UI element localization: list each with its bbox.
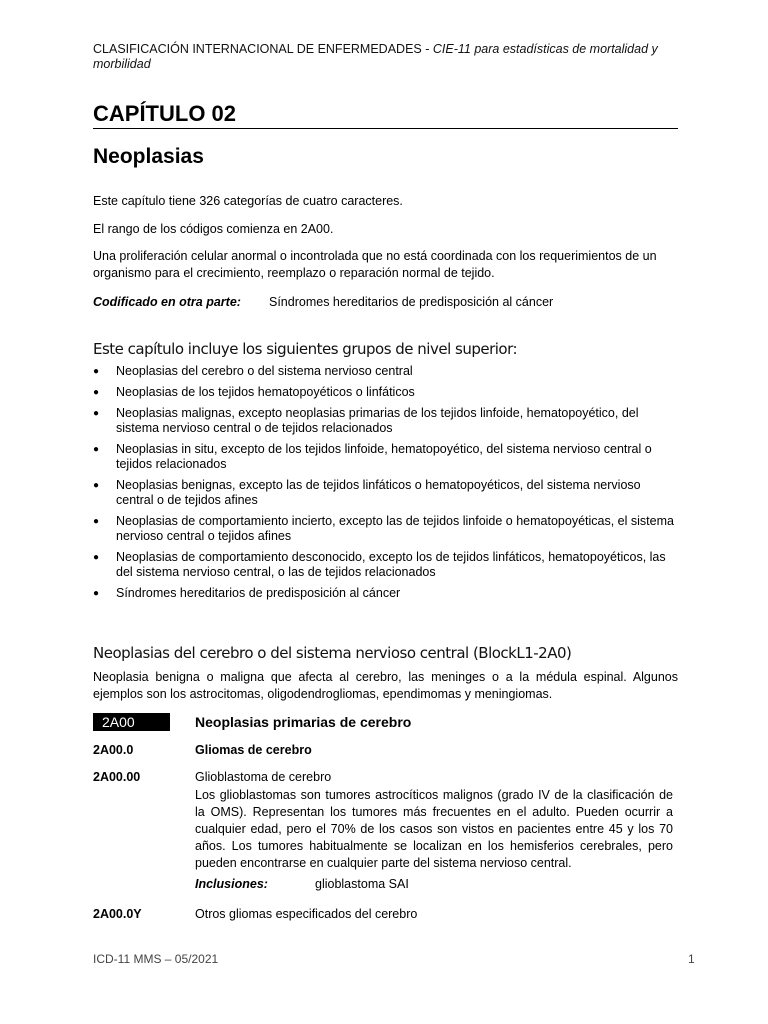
block-description: Neoplasia benigna o maligna que afecta al cerebro, las meninges o a la médula espinal. Algunos ejemplos son los astrocitomas, oligodendrogliomas, ependimomas y meningiomas. bbox=[93, 670, 678, 701]
code-2a00-0: 2A00.0 bbox=[93, 743, 134, 757]
list-item bbox=[93, 514, 678, 544]
list-item bbox=[93, 550, 678, 580]
intro-paragraph-1: Este capítulo tiene 326 categorías de cuatro caracteres. bbox=[93, 194, 403, 208]
running-header bbox=[93, 42, 683, 72]
footer-version: ICD-11 MMS – 05/2021 bbox=[93, 952, 219, 966]
bullet-icon: ● bbox=[93, 480, 100, 491]
group-link[interactable]: Neoplasias de comportamiento desconocido, excepto los de tejidos linfáticos, hematopoyéticos, las del sistema nervioso central, o las de tejidos relacionados bbox=[116, 550, 666, 579]
code-2a00-0y-title: Otros gliomas especificados del cerebro bbox=[195, 907, 418, 921]
group-link[interactable]: Neoplasias benignas, excepto las de tejidos linfáticos o hematopoyéticos, del sistema nervioso central o de tejidos afines bbox=[116, 478, 641, 507]
block-heading: Neoplasias del cerebro o del sistema nervioso central (BlockL1‑2A0) bbox=[93, 644, 572, 662]
code-2a00-00: 2A00.00 bbox=[93, 770, 141, 784]
list-item bbox=[93, 586, 678, 601]
bullet-icon: ● bbox=[93, 444, 100, 455]
running-header-italic: CIE-11 para estadísticas de mortalidad y morbilidad bbox=[93, 42, 658, 71]
inclusions-value: glioblastoma SAI bbox=[315, 877, 409, 891]
code-badge: 2A00 bbox=[93, 713, 170, 731]
bullet-icon: ● bbox=[93, 366, 100, 377]
chapter-title: CAPÍTULO 02 bbox=[93, 101, 237, 126]
coded-elsewhere-label: Codificado en otra parte: bbox=[93, 295, 241, 309]
code-2a00-0y: 2A00.0Y bbox=[93, 907, 142, 921]
list-item bbox=[93, 364, 678, 379]
intro-paragraph-3: Una proliferación celular anormal o incontrolada que no está coordinada con los requerimientos de un organismo para el crecimiento, reemplazo o reparación normal de tejido. bbox=[93, 249, 657, 280]
group-link[interactable]: Neoplasias malignas, excepto neoplasias primarias de los tejidos linfoide, hematopoyético, del sistema nervioso central o de tejidos relacionados bbox=[116, 406, 639, 435]
code-2a00-00-title: Glioblastoma de cerebro bbox=[195, 770, 332, 784]
list-item bbox=[93, 385, 678, 400]
page-number: 1 bbox=[688, 952, 695, 966]
groups-list bbox=[93, 364, 678, 607]
list-item bbox=[93, 442, 678, 472]
chapter-name: Neoplasias bbox=[93, 145, 204, 168]
list-item bbox=[93, 478, 678, 508]
group-link[interactable]: Neoplasias del cerebro o del sistema nervioso central bbox=[116, 364, 413, 378]
coded-elsewhere bbox=[93, 294, 553, 311]
inclusions-label: Inclusiones: bbox=[195, 877, 268, 891]
group-link[interactable]: Neoplasias in situ, excepto de los tejidos linfoide, hematopoyético, del sistema nervioso central o tejidos relacionados bbox=[116, 442, 652, 471]
bullet-icon: ● bbox=[93, 408, 100, 419]
code-2a00-00-description: Los glioblastomas son tumores astrocíticos malignos (grado IV de la clasificación de la OMS). Representan los tumores más frecuentes en el adulto. Pueden ocurrir a cualquier edad, pero el 70% de los casos son vistos en pacientes entre 45 y los 70 años. Los tumores habitualmente se localizan en los hemisferios cerebrales, pero pueden encontrarse en cualquier parte del sistema nervioso central. bbox=[195, 788, 673, 870]
bullet-icon: ● bbox=[93, 552, 100, 563]
group-link[interactable]: Neoplasias de los tejidos hematopoyéticos o linfáticos bbox=[116, 385, 415, 399]
inclusions bbox=[195, 876, 409, 893]
running-header-text: CLASIFICACIÓN INTERNACIONAL DE ENFERMEDADES - bbox=[93, 42, 433, 56]
bullet-icon: ● bbox=[93, 588, 100, 599]
bullet-icon: ● bbox=[93, 387, 100, 398]
code-title: Neoplasias primarias de cerebro bbox=[195, 714, 412, 730]
group-link[interactable]: Síndromes hereditarios de predisposición al cáncer bbox=[116, 586, 401, 600]
list-item bbox=[93, 406, 678, 436]
intro-paragraph-2: El rango de los códigos comienza en 2A00. bbox=[93, 222, 334, 236]
chapter-rule bbox=[93, 128, 678, 129]
group-link[interactable]: Neoplasias de comportamiento incierto, excepto las de tejidos linfoide o hematopoyéticas, el sistema nervioso central o tejidos afines bbox=[116, 514, 674, 543]
bullet-icon: ● bbox=[93, 516, 100, 527]
coded-elsewhere-link[interactable]: Síndromes hereditarios de predisposición al cáncer bbox=[269, 295, 554, 309]
groups-heading: Este capítulo incluye los siguientes grupos de nivel superior: bbox=[93, 340, 518, 358]
code-2a00-0-title: Gliomas de cerebro bbox=[195, 743, 312, 757]
